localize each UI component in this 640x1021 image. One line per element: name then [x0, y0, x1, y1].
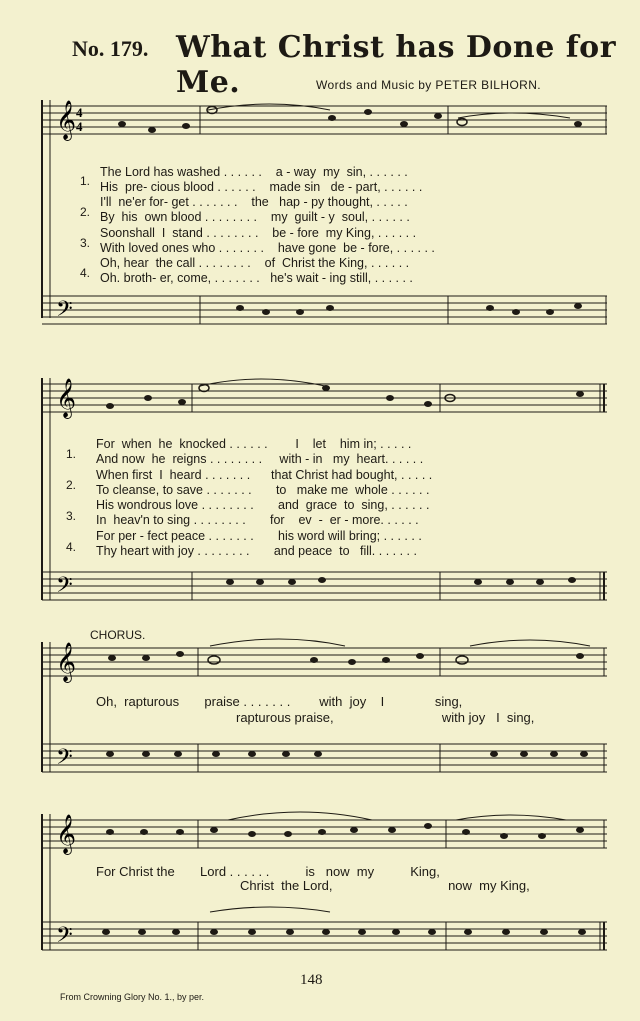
lyric-line: Thy heart with joy . . . . . . . . and peace to fill. . . . . . . [96, 544, 417, 558]
verse-number: 1. [66, 447, 77, 461]
svg-text:𝄞: 𝄞 [56, 380, 77, 417]
chorus-lyric-lower-1: rapturous praise, with joy I sing, [236, 710, 535, 725]
chorus-label: CHORUS. [90, 628, 146, 642]
lyric-line: Soonshall I stand . . . . . . . . be - fore my King, . . . . . . [100, 226, 417, 240]
system1-bass-staff [42, 296, 607, 326]
lyric-line: The Lord has washed . . . . . . a - way my sin, . . . . . . [100, 165, 408, 179]
hymn-title: What Christ has Done for Me. [176, 30, 616, 100]
lyric-line: For when he knocked . . . . . . I let him in; . . . . . [96, 437, 412, 451]
verse-number: 2. [80, 205, 91, 219]
verse-number: 1. [80, 174, 91, 188]
system1-treble-staff [42, 100, 607, 318]
treble-clef-icon: 𝄞 [56, 102, 77, 139]
lyric-line: I'll ne'er for- get . . . . . . . the hap - py thought, . . . . . [100, 195, 408, 209]
lyric-line: His wondrous love . . . . . . . . and grace to sing, . . . . . . [96, 498, 430, 512]
verse-number: 4. [80, 266, 91, 280]
bass-clef-icon: 𝄢 [56, 297, 73, 326]
verse-number: 3. [66, 509, 77, 523]
source-note: From Crowning Glory No. 1., by per. [60, 992, 205, 1002]
lyric-line: Oh. broth- er, come, . . . . . . . he's wait - ing still, . . . . . . [100, 271, 413, 285]
lyric-line: Oh, hear the call . . . . . . . . of Christ the King, . . . . . . [100, 256, 410, 270]
verse-number: 3. [80, 236, 91, 250]
chorus-lyric-lower-2: Christ the Lord, now my King, [240, 878, 530, 893]
page-number: 148 [300, 972, 323, 988]
system2-bass-staff [42, 572, 607, 602]
chorus-lyric-upper-2: For Christ the Lord . . . . . . is now my King, [96, 864, 440, 879]
lyric-line: With loved ones who . . . . . . . have gone be - fore, . . . . . . [100, 241, 435, 255]
svg-text:𝄢: 𝄢 [56, 573, 73, 602]
lyric-line: In heav'n to sing . . . . . . . . for ev - er - more. . . . . . [96, 513, 419, 527]
verse-number: 4. [66, 540, 77, 554]
hymn-number: No. 179. [72, 36, 149, 61]
lyric-line: His pre- cious blood . . . . . . made sin de - part, . . . . . . [100, 180, 423, 194]
hymn-credit: Words and Music by PETER BILHORN. [316, 78, 542, 92]
lyric-line: To cleanse, to save . . . . . . . to make me whole . . . . . . [96, 483, 430, 497]
svg-text:𝄢: 𝄢 [56, 745, 73, 774]
time-sig-bottom: 4 [76, 119, 83, 134]
svg-text:𝄞: 𝄞 [56, 644, 77, 681]
svg-text:𝄞: 𝄞 [56, 816, 77, 853]
time-sig-top: 4 [76, 105, 83, 120]
svg-text:𝄢: 𝄢 [56, 923, 73, 952]
lyric-line: When first I heard . . . . . . . that Christ had bought, . . . . . [96, 468, 433, 482]
chorus-lyric-upper-1: Oh, rapturous praise . . . . . . . with joy I sing, [96, 694, 463, 709]
lyric-line: And now he reigns . . . . . . . . with - in my heart. . . . . . [96, 452, 424, 466]
lyric-line: By his own blood . . . . . . . . my guilt - y soul, . . . . . . [100, 210, 410, 224]
system3-bass-staff [42, 744, 607, 774]
verse-number: 2. [66, 478, 77, 492]
lyric-line: For per - fect peace . . . . . . . his word will bring; . . . . . . [96, 529, 422, 543]
